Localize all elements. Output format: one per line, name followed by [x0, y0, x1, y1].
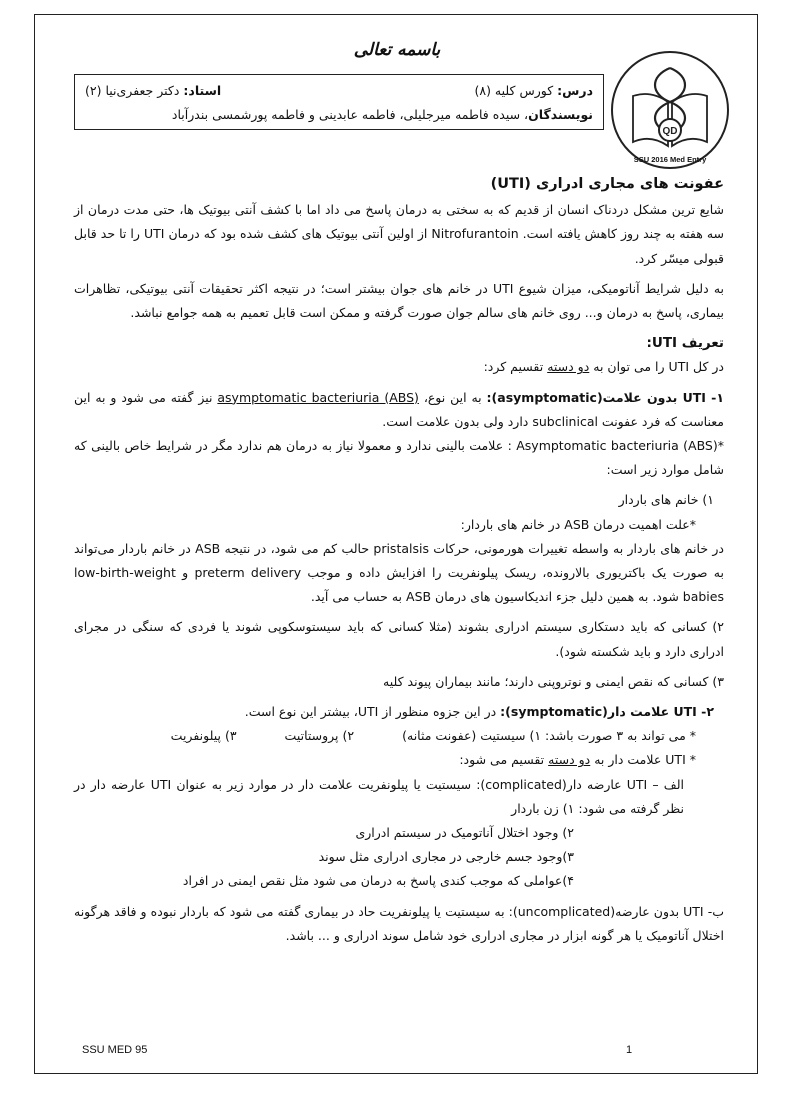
prevalence-paragraph: به دلیل شرایط آناتومیکی، میزان شیوع UTI در خانم های جوان بیشتر است؛ در نتیجه اکثر تحقیقات آنتی بیوتیکی، تظاهرات بیماری، پاسخ به درمان و... روی خانم های سالم جوان صورت گرفته و ممکن است قابل تعمیم به همه جوامع نباشد.: [74, 280, 724, 321]
authors-value: ، سیده فاطمه میرجلیلی، فاطمه عابدینی و فاطمه پورشمسی بندرآباد: [171, 107, 529, 122]
symptomatic-type-3: ۳) پیلونفریت: [170, 728, 237, 744]
symptomatic-division-underlined: دو دسته: [548, 752, 591, 768]
section-symptomatic-text: در این جزوه منظور از UTI، بیشتر این نوع است.: [244, 704, 501, 720]
complicated-uti: الف – UTI عارضه دار(complicated): سیستیت یا پیلونفریت علامت دار در موارد زیر به عنوان UTI عارضه دار در نظر گرفته می شود: ۱) زن باردار: [74, 776, 684, 816]
footer-label: SSU MED 95: [82, 1044, 148, 1056]
ssu-logo: [605, 46, 735, 180]
condition-pregnant: ۱) خانم های باردار: [618, 492, 714, 508]
symptomatic-division: [74, 748, 724, 772]
section-asymptomatic-title: ۱- UTI بدون علامت(asymptomatic):: [486, 389, 724, 405]
authors-line: [85, 107, 593, 122]
definition-heading: تعریف UTI:: [646, 335, 724, 352]
course-info-box: [74, 74, 604, 130]
section-asymptomatic-text-b: نیز گفته می شود و به این معناست که فرد عفونت subclinical دارد ولی بدون علامت است.: [74, 389, 724, 429]
bismillah-heading: باسمه تعالی: [353, 40, 441, 60]
svg-text:QD: QD: [662, 126, 678, 137]
pregnant-asb-text: در خانم های باردار به واسطه تغییرات هورمونی، حرکات pristalsis حالب کم می شود، در نتیجه ASB در خانم باردار می‌تواند به صورت یک باکتریوری بالارونده، ریسک پیلونفریت را افزایش داده و موجب preterm delivery و low-birth-weight babies شود. به همین دلیل جزء اندیکاسیون های درمان ASB به حساب می آید.: [74, 540, 724, 605]
section-asymptomatic-underlined: (ABS) asymptomatic bacteriuria: [217, 389, 419, 405]
section-asymptomatic-text-a: به این نوع،: [418, 389, 487, 405]
teacher-line: [85, 83, 221, 98]
symptomatic-types: [74, 724, 724, 748]
course-label: درس:: [557, 83, 593, 98]
condition-immunodeficiency: ۳) کسانی که نقص ایمنی و نوتروپنی دارند؛ مانند بیماران پیوند کلیه: [383, 673, 724, 689]
condition-manipulation: ۲) کسانی که باید دستکاری سیستم ادراری بشوند (مثلا کسانی که باید سیستوسکوپی شوند یا فردی که سنگی در مجرای ادراری دارد و باید شکسته شود).: [74, 619, 724, 659]
teacher-value: دکتر جعفری‌نیا (۲): [85, 83, 184, 98]
section-symptomatic-title: ۲- UTI علامت دار(symptomatic):: [500, 704, 714, 720]
asb-note: *Asymptomatic bacteriuria (ABS) : علامت بالینی ندارد و معمولا نیاز به درمان هم ندارد مگر در شرایط خاص بالینی که شامل موارد زیر است:: [74, 438, 724, 478]
definition-intro-underlined: دو دسته: [547, 359, 590, 375]
teacher-label: استاد:: [183, 83, 222, 98]
pregnant-asb-note: *علت اهمیت درمان ASB در خانم های باردار:: [460, 516, 696, 532]
section-symptomatic: [74, 700, 724, 724]
complicated-item-4: ۴)عواملی که موجب کندی پاسخ به درمان می شود مثل نقص ایمنی در افراد: [182, 873, 574, 889]
symptomatic-type-1: * می تواند به ۳ صورت باشد: ۱) سیستیت (عفونت مثانه): [402, 728, 696, 744]
course-line: [474, 83, 593, 98]
intro-paragraph: شایع ترین مشکل دردناک انسان از قدیم که به سختی به درمان پاسخ می داد اما با کشف آنتی بیوتیک ها، حتی مدت درمان از سه هفته به چند روز کاهش یافته است. Nitrofurantoin از اولین آنتی بیوتیک های کشف شده بود که درمان UTI را تا حد قابل قبولی میسّر کرد.: [74, 202, 725, 266]
section-asymptomatic: [74, 386, 724, 434]
uncomplicated-uti: ب- UTI بدون عارضه(uncomplicated): به سیستیت یا پیلونفریت حاد در بیماری گفته می شود که باردار نبوده و فاقد هرگونه اختلال آناتومیک یا هر گونه ابزار در مجاری ادراری خود شامل سوند ادراری و ... باشد.: [74, 903, 724, 943]
definition-intro-a: در کل UTI را می توان به: [589, 359, 724, 375]
definition-intro: [74, 355, 724, 379]
symptomatic-division-a: * UTI علامت دار به: [590, 752, 696, 768]
document-body: [74, 172, 724, 948]
page-number: 1: [626, 1044, 633, 1056]
complicated-item-3: ۳)وجود جسم خارجی در مجاری ادراری مثل سوند: [318, 849, 574, 865]
logo-caption: SSU 2016 Med Entry: [633, 155, 707, 164]
authors-label: نویسندگان: [528, 107, 593, 122]
symptomatic-division-b: تقسیم می شود:: [459, 752, 549, 768]
course-value: کورس کلیه (۸): [474, 83, 558, 98]
definition-intro-b: تقسیم کرد:: [483, 359, 548, 375]
complicated-item-2: ۲) وجود اختلال آناتومیک در سیستم ادراری: [355, 825, 574, 841]
symptomatic-type-2: ۲) پروستاتیت: [284, 728, 355, 744]
page-title: عفونت های مجاری ادراری (UTI): [490, 176, 724, 192]
